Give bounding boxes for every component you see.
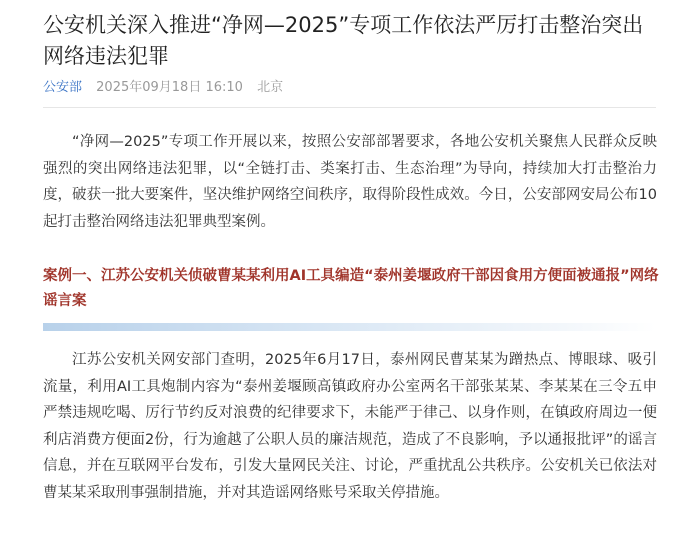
intro-paragraph: “净网—2025”专项工作开展以来，按照公安部部署要求，各地公安机关聚焦人民群众反映强烈的突出网络违法犯罪，以“全链打击、类案打击、生态治理”为导向，持续加大打击整治力度，破获一批大要案件，坚决维护网络空间秩序，取得阶段性成效。今日，公安部网安局公布10起打击整治网络违法犯罪典型案例。 xyxy=(43,134,657,230)
article-meta xyxy=(43,79,283,97)
case-1-heading: 案例一、江苏公安机关侦破曹某某利用AI工具编造“泰州姜堰政府干部因食用方便面被通报”网络谣言案 xyxy=(43,268,659,309)
source-link[interactable]: 公安部 xyxy=(43,80,83,95)
article-title: 公安机关深入推进“净网—2025”专项工作依法严厉打击整治突出网络违法犯罪 xyxy=(43,13,644,68)
publish-location: 北京 xyxy=(257,80,284,95)
publish-datetime: 2025年09月18日 16:10 xyxy=(96,80,243,95)
case-1-body-paragraph: 江苏公安机关网安部门查明，2025年6月17日，泰州网民曹某某为蹭热点、博眼球、吸引流量，利用AI工具炮制内容为“泰州姜堰顾高镇政府办公室两名干部张某某、李某某在三令五申严禁违规吃喝、厉行节约反对浪费的纪律要求下，未能严于律己、以身作则，在镇政府周边一便利店消费方便面2份，行为逾越了公职人员的廉洁规范，造成了不良影响，予以通报批评”的谣言信息，并在互联网平台发布，引发大量网民关注、讨论，严重扰乱公共秩序。公安机关已依法对曹某某采取刑事强制措施，并对其造谣网络账号采取关停措施。 xyxy=(43,352,657,501)
case-heading-underline-bar xyxy=(43,323,656,331)
header-divider xyxy=(43,107,656,108)
